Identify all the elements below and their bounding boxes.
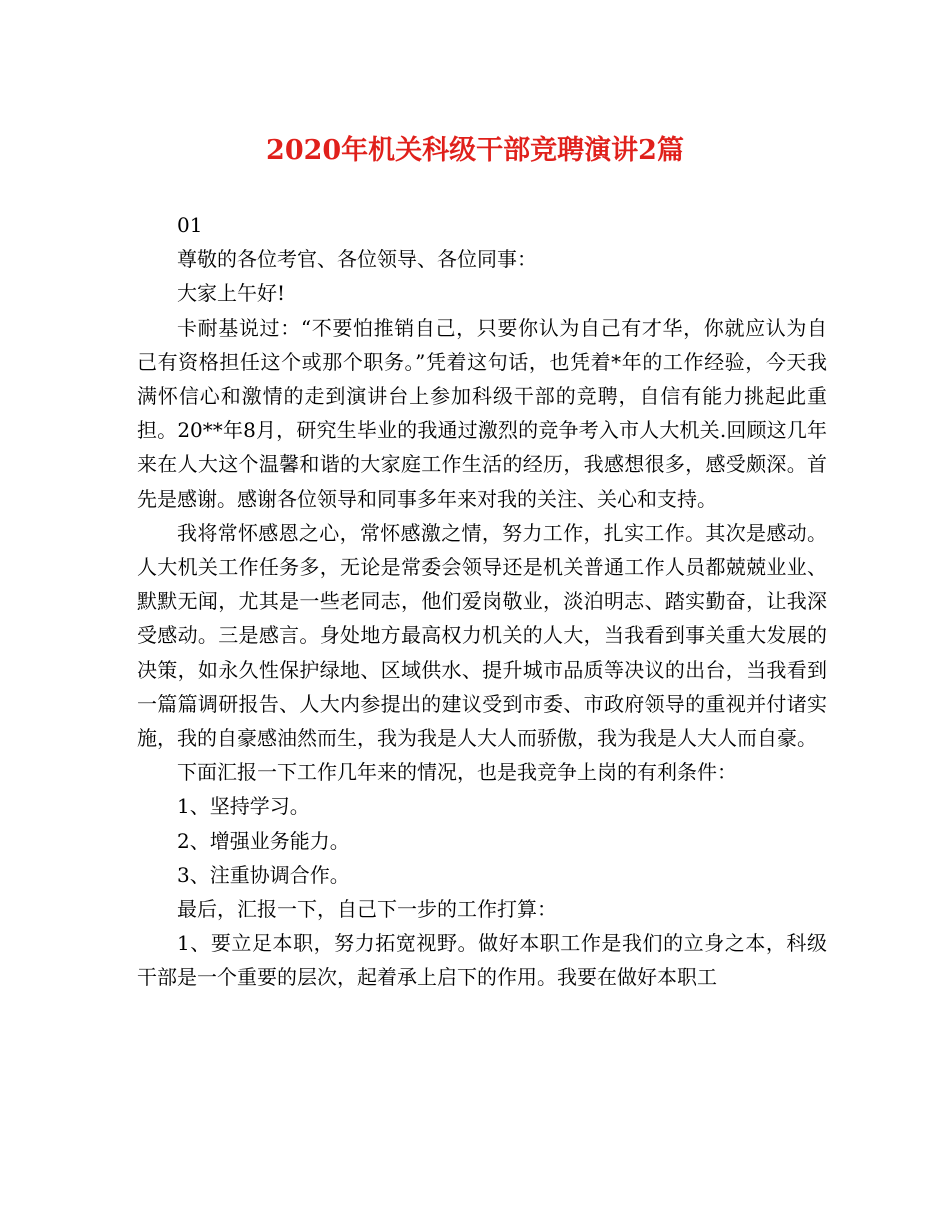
body-paragraph: 下面汇报一下工作几年来的情况，也是我竞争上岗的有利条件： [177,760,737,785]
body-paragraph: 最后，汇报一下，自己下一步的工作打算： [177,897,557,922]
body-paragraph: 卡耐基说过：“不要怕推销自己，只要你认为自己有才华，你就应认为自己有资格担任这个或那个职务。”凭着这句话，也凭着*年的工作经验，今天我满怀信心和激情的走到演讲台上参加科级干部的竞聘，自信有能力挑起此重担。20**年8月，研究生毕业的我通过激烈的竞争考入市人大机关.回顾这几年来在人大这个温馨和谐的大家庭工作生活的经历，我感想很多，感受颇深。首先是感谢。感谢各位领导和同事多年来对我的关注、关心和支持。 [137,315,827,511]
body-paragraph: 我将常怀感恩之心，常怀感激之情，努力工作，扎实工作。其次是感动。人大机关工作任务多，无论是常委会领导还是机关普通工作人员都兢兢业业、默默无闻，尤其是一些老同志，他们爱岗敬业，淡泊明志、踏实勤奋，让我深受感动。三是感言。身处地方最高权力机关的人大，当我看到事关重大发展的决策，如永久性保护绿地、区域供水、提升城市品质等决议的出台，当我看到一篇篇调研报告、人大内参提出的建议受到市委、市政府领导的重视并付诸实施，我的自豪感油然而生，我为我是人大人而骄傲，我为我是人大人而自豪。 [137,520,827,751]
document-title: 2020年机关科级干部竞聘演讲2篇 [266,135,684,166]
list-item: 2、增强业务能力。 [177,828,350,853]
section-number: 01 [177,213,203,237]
list-item: 3、注重协调合作。 [177,862,350,887]
greeting: 大家上午好! [177,281,286,306]
list-item: 1、要立足本职，努力拓宽视野。做好本职工作是我们的立身之本，科级干部是一个重要的层次，起着承上启下的作用。我要在做好本职工 [137,931,827,990]
document-body [137,208,827,995]
salutation: 尊敬的各位考官、各位领导、各位同事： [177,247,537,272]
list-item: 1、坚持学习。 [177,794,310,819]
